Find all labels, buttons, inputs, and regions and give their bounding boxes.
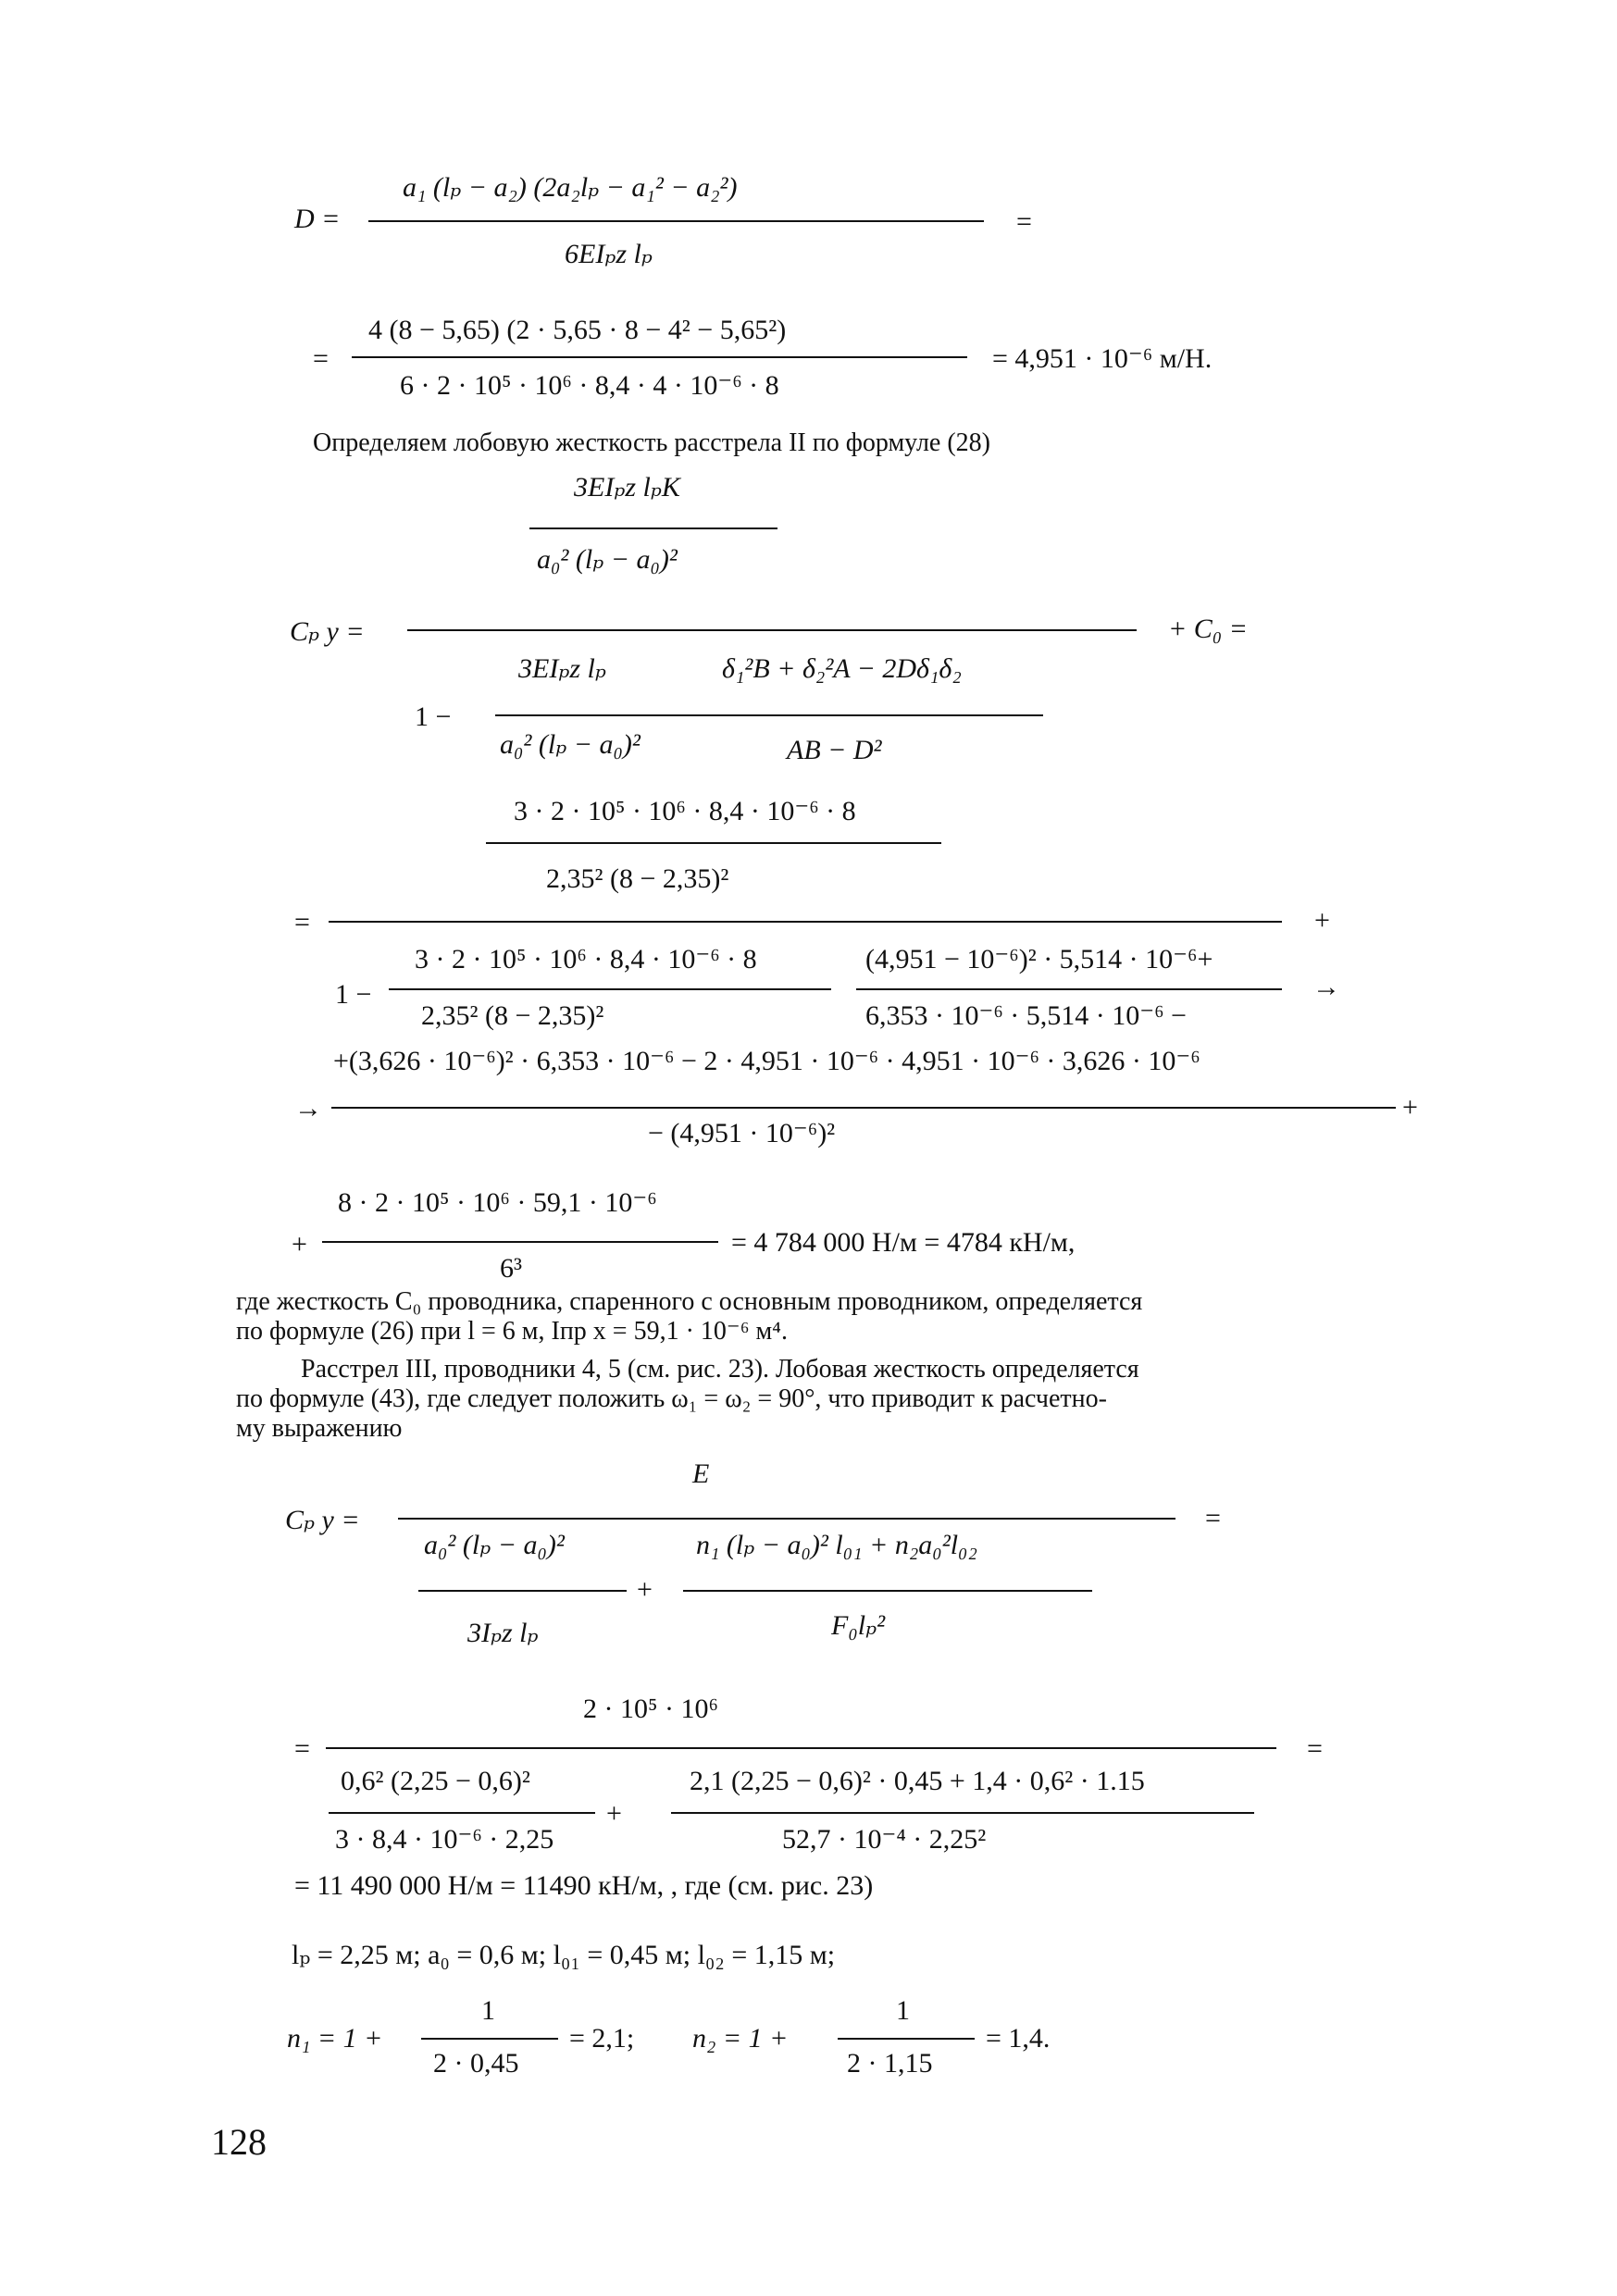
- eq3-plus-end: +: [1314, 905, 1330, 936]
- eq4-equals: =: [1205, 1503, 1221, 1533]
- eq5-a-bar: [329, 1812, 595, 1814]
- eq1-denominator: 6EIₚz lₚ: [565, 239, 653, 269]
- eq2-inner2-bar: [680, 714, 1043, 716]
- eq4-lhs: Cₚ y =: [285, 1505, 360, 1535]
- eq6-n1-num: 1: [481, 1995, 495, 2026]
- eq3-cont-num: +(3,626 · 10⁻⁶)² · 6,353 · 10⁻⁶ − 2 · 4,951 · 10⁻⁶ · 4,951 · 10⁻⁶ · 3,626 · 10⁻⁶: [333, 1046, 1200, 1076]
- text-line-1: Определяем лобовую жесткость расстрела II по формуле (28): [313, 428, 990, 457]
- eq3-cont-den: − (4,951 · 10⁻⁶)²: [648, 1118, 836, 1148]
- eq5-plus: +: [606, 1798, 622, 1829]
- eq5-equals-right: =: [1307, 1733, 1323, 1764]
- eq4-b-bar: [683, 1590, 1092, 1592]
- eq6-n1-bar: [421, 2038, 558, 2040]
- text-line-6: му выражению: [236, 1414, 403, 1443]
- eq4-a-bar: [418, 1590, 627, 1592]
- eq2-inner1-den: a₀² (lₚ − a₀)²: [500, 729, 641, 760]
- eq3-cont-bar: [331, 1107, 1396, 1109]
- eq2-inner2-den: AB − D²: [787, 735, 882, 765]
- eq5-equals-left: =: [294, 1733, 310, 1764]
- eq2-inner2-num: δ₁²B + δ₂²A − 2Dδ₁δ₂: [722, 653, 962, 684]
- text-line-3: по формуле (26) при l = 6 м, Iпр x = 59,1 · 10⁻⁶ м⁴.: [236, 1317, 788, 1346]
- eq3-f2-num: (4,951 − 10⁻⁶)² · 5,514 · 10⁻⁶+: [865, 944, 1213, 974]
- eq2-one-minus: 1 −: [415, 701, 452, 732]
- eq3-num-bar: [486, 842, 941, 844]
- eq3-last-den: 6³: [500, 1253, 522, 1284]
- eq1-equals: =: [1016, 206, 1032, 237]
- eq5-main-bar: [326, 1747, 1276, 1749]
- eq3-f2-den: 6,353 · 10⁻⁶ · 5,514 · 10⁻⁶ −: [865, 1000, 1187, 1031]
- eq4-plus: +: [637, 1574, 653, 1605]
- page-number: 128: [211, 2121, 267, 2163]
- eq4-b-den: F₀lₚ²: [831, 1610, 886, 1641]
- eq5-b-bar: [671, 1812, 1254, 1814]
- eq6-n2-den: 2 · 1,15: [847, 2048, 933, 2079]
- eq5-a-num: 0,6² (2,25 − 0,6)²: [341, 1766, 530, 1796]
- eq3-cont-plus: +: [1402, 1092, 1418, 1123]
- eq2-inner1-num: 3EIₚz lₚ: [518, 653, 606, 684]
- eq2-outer-num-num: 3EIₚz lₚK: [574, 472, 680, 503]
- eq6-n2-bar: [838, 2038, 975, 2040]
- eq4-b-num: n₁ (lₚ − a₀)² l₀₁ + n₂a₀²l₀₂: [696, 1530, 977, 1560]
- eq5-num: 2 · 10⁵ · 10⁶: [583, 1694, 718, 1724]
- eq3-cont-arrow: →: [294, 1093, 322, 1123]
- eq5-b-num: 2,1 (2,25 − 0,6)² · 0,45 + 1,4 · 0,6² · 1.15: [690, 1766, 1145, 1796]
- eq3-main-bar: [329, 921, 1282, 923]
- eq6-n2-num: 1: [896, 1995, 910, 2026]
- eq3-f1-num: 3 · 2 · 10⁵ · 10⁶ · 8,4 · 10⁻⁶ · 8: [415, 944, 757, 974]
- eq6-n2-result: = 1,4.: [986, 2023, 1051, 2054]
- eq3-last-bar: [322, 1241, 718, 1243]
- eq5-a-den: 3 · 8,4 · 10⁻⁶ · 2,25: [335, 1824, 554, 1855]
- eq2-outer-num-bar: [529, 527, 777, 529]
- eq6-n1-result: = 2,1;: [569, 2023, 635, 2054]
- eq3-arrow-right: →: [1312, 972, 1340, 1002]
- eq1-fraction-bar: [368, 220, 984, 222]
- eq2-main-bar: [407, 629, 1137, 631]
- eq3-result: = 4 784 000 Н/м = 4784 кН/м,: [731, 1227, 1076, 1258]
- eq1-line2-fraction-bar: [352, 356, 967, 358]
- eq2-inner1-bar: [495, 714, 680, 716]
- eq3-f2-bar: [856, 988, 1282, 990]
- text-line-5: по формуле (43), где следует положить ω₁ = ω₂ = 90°, что приводит к расчетно-: [236, 1384, 1107, 1413]
- eq3-last-plus: +: [292, 1229, 307, 1260]
- eq1-line2-equals: =: [313, 343, 329, 374]
- eq1-lhs: D =: [294, 204, 341, 234]
- eq1-result: = 4,951 · 10⁻⁶ м/Н.: [992, 343, 1213, 374]
- eq4-a-den: 3Iₚz lₚ: [467, 1618, 539, 1648]
- eq3-num-num: 3 · 2 · 10⁵ · 10⁶ · 8,4 · 10⁻⁶ · 8: [514, 796, 856, 826]
- eq2-lhs: Cₚ y =: [290, 616, 365, 647]
- eq3-num-den: 2,35² (8 − 2,35)²: [546, 863, 729, 894]
- eq3-last-num: 8 · 2 · 10⁵ · 10⁶ · 59,1 · 10⁻⁶: [338, 1187, 657, 1218]
- eq1-line2-denominator: 6 · 2 · 10⁵ · 10⁶ · 8,4 · 4 · 10⁻⁶ · 8: [400, 370, 779, 401]
- eq5-b-den: 52,7 · 10⁻⁴ · 2,25²: [782, 1824, 987, 1855]
- eq1-numerator: a₁ (lₚ − a₂) (2a₂lₚ − a₁² − a₂²): [403, 172, 738, 203]
- eq5-result: = 11 490 000 Н/м = 11490 кН/м, , где (см. рис. 23): [294, 1870, 874, 1901]
- eq3-f1-den: 2,35² (8 − 2,35)²: [421, 1000, 604, 1031]
- eq4-main-bar: [398, 1518, 1175, 1520]
- eq6-n1-den: 2 · 0,45: [433, 2048, 519, 2079]
- eq4-a-num: a₀² (lₚ − a₀)²: [424, 1530, 565, 1560]
- eq6-n1-lhs: n₁ = 1 +: [287, 2023, 383, 2054]
- eq3-equals: =: [294, 907, 310, 937]
- params-line: lₚ = 2,25 м; a₀ = 0,6 м; l₀₁ = 0,45 м; l₀₂ = 1,15 м;: [292, 1940, 836, 1970]
- eq1-line2-numerator: 4 (8 − 5,65) (2 · 5,65 · 8 − 4² − 5,65²): [368, 315, 787, 345]
- eq4-num: E: [692, 1458, 710, 1489]
- eq3-one-minus: 1 −: [335, 979, 372, 1010]
- eq2-rhs: + C₀ =: [1168, 614, 1248, 644]
- text-line-4: Расстрел III, проводники 4, 5 (см. рис. 23). Лобовая жесткость определяется: [301, 1355, 1139, 1384]
- text-line-2: где жесткость C₀ проводника, спаренного с основным проводником, определяется: [236, 1287, 1143, 1316]
- eq2-outer-num-den: a₀² (lₚ − a₀)²: [537, 544, 678, 575]
- eq6-n2-lhs: n₂ = 1 +: [692, 2023, 789, 2054]
- eq3-f1-bar: [389, 988, 831, 990]
